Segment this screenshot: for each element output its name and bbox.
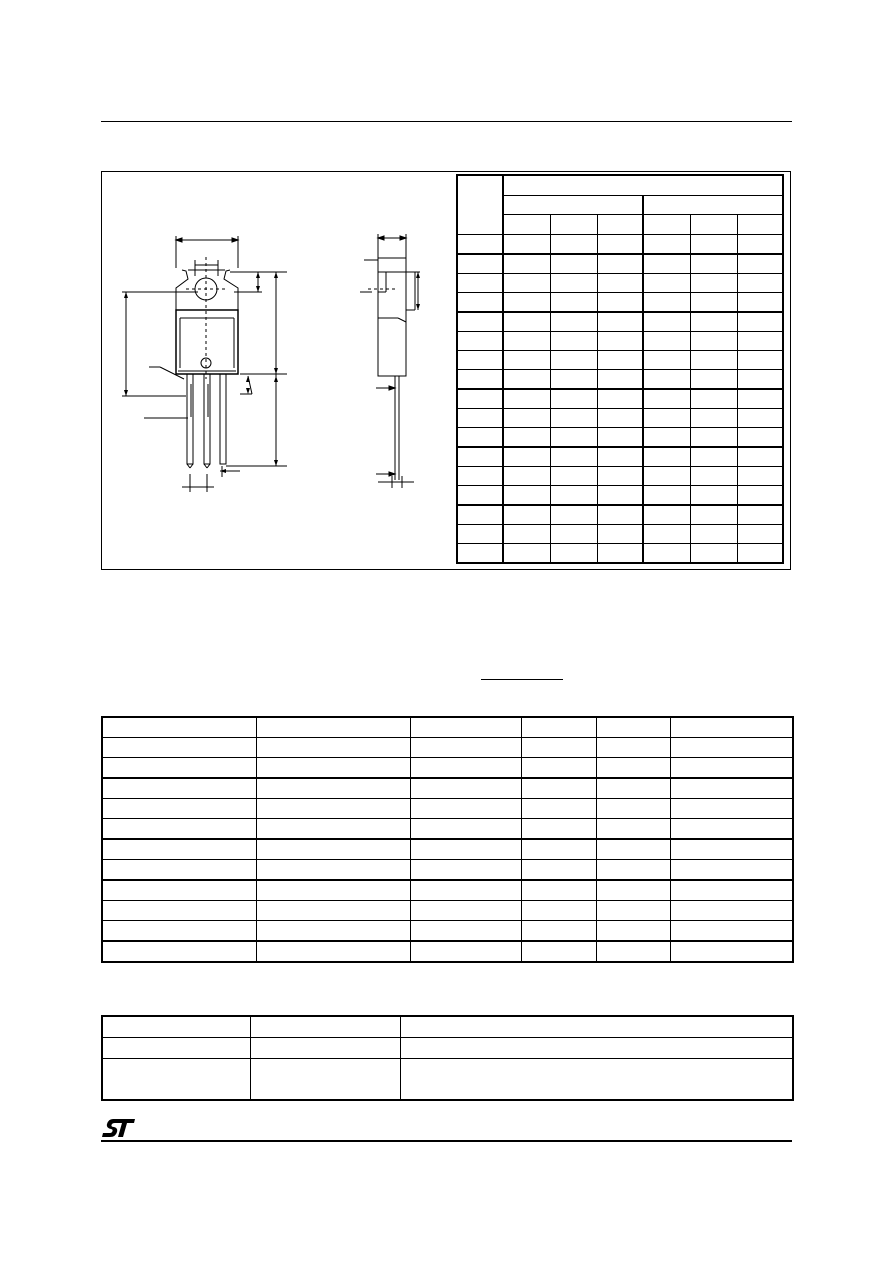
dim-table-cell (690, 274, 737, 293)
dim-table-cell (737, 389, 783, 409)
specification-table-cell (256, 860, 410, 881)
dim-table-cell (457, 467, 503, 486)
dim-table-cell (690, 544, 737, 564)
dim-table-cell (503, 351, 550, 370)
revision-table-cell (250, 1038, 400, 1059)
dim-table-cell (597, 505, 643, 525)
dimension-table (456, 174, 784, 564)
specification-table-cell (521, 799, 596, 819)
revision-table (101, 1015, 794, 1101)
specification-table-cell (521, 880, 596, 901)
dim-table-header-group-cell (503, 195, 643, 215)
specification-table-cell (102, 839, 256, 860)
specification-table-cell (521, 738, 596, 758)
specification-table-cell (102, 880, 256, 901)
dim-table-cell (457, 370, 503, 390)
dim-table-cell (597, 428, 643, 448)
specification-table-cell (670, 880, 793, 901)
dim-table-cell (503, 467, 550, 486)
specification-table-cell (410, 758, 521, 779)
dim-table-cell (643, 409, 690, 428)
dim-table-cell (457, 447, 503, 467)
specification-table-row (102, 921, 793, 942)
dim-table-cell (643, 544, 690, 564)
dim-table-cell (550, 235, 597, 255)
dim-table-cell (550, 254, 597, 274)
specification-table-cell (256, 880, 410, 901)
specification-table-cell (102, 860, 256, 881)
specification-table-row (102, 901, 793, 921)
dim-table-row (457, 428, 783, 448)
specification-table-row (102, 941, 793, 962)
dim-table-row (457, 312, 783, 332)
specification-table-cell (670, 738, 793, 758)
dim-table-cell (503, 389, 550, 409)
dim-table-cell (643, 351, 690, 370)
dim-table-body (457, 235, 783, 564)
specification-table-body (102, 717, 793, 962)
dim-table-cell (457, 389, 503, 409)
dim-table-cell (550, 332, 597, 351)
dim-table-cell (550, 525, 597, 544)
specification-table-cell (596, 717, 670, 738)
specification-table (101, 716, 794, 963)
specification-table-cell (410, 941, 521, 962)
dim-table-cell (503, 505, 550, 525)
dim-table-header-row (457, 195, 783, 215)
specification-table-row (102, 860, 793, 881)
dim-table-cell (690, 525, 737, 544)
dim-table-header-cell (690, 215, 737, 235)
specification-table-cell (102, 819, 256, 840)
specification-table-row (102, 778, 793, 799)
dim-table-row (457, 409, 783, 428)
dim-table-cell (503, 254, 550, 274)
dim-table-row (457, 351, 783, 370)
dim-table-row (457, 544, 783, 564)
dim-table-cell (690, 389, 737, 409)
dim-table-cell (503, 370, 550, 390)
dim-table-cell (643, 505, 690, 525)
dim-table-cell (457, 235, 503, 255)
dim-table-cell (737, 254, 783, 274)
dim-table-row (457, 293, 783, 313)
dim-table-cell (550, 409, 597, 428)
dim-table-cell (643, 312, 690, 332)
dim-table-row (457, 254, 783, 274)
dim-table-cell (597, 486, 643, 506)
dim-table-cell (597, 351, 643, 370)
dim-table-cell (550, 428, 597, 448)
dim-table-cell (737, 351, 783, 370)
revision-table-cell (400, 1016, 793, 1038)
dim-table-cell (737, 467, 783, 486)
dim-table-cell (550, 544, 597, 564)
specification-table-cell (596, 839, 670, 860)
specification-table-cell (596, 778, 670, 799)
dim-table-cell (597, 254, 643, 274)
dim-table-cell (457, 332, 503, 351)
dim-table-header-group-cell (643, 195, 783, 215)
dim-table-cell (643, 293, 690, 313)
dim-table-cell (597, 274, 643, 293)
specification-table-cell (521, 921, 596, 942)
revision-table-cell (250, 1059, 400, 1101)
specification-table-row (102, 717, 793, 738)
dim-table-cell (643, 447, 690, 467)
specification-table-cell (410, 901, 521, 921)
dim-table-cell (597, 467, 643, 486)
specification-table-row (102, 839, 793, 860)
dim-table-cell (690, 312, 737, 332)
dim-table-cell (503, 544, 550, 564)
dim-table-cell (550, 486, 597, 506)
dim-table-cell (737, 293, 783, 313)
specification-table-cell (521, 758, 596, 779)
dim-table-cell (457, 428, 503, 448)
dim-table-row (457, 332, 783, 351)
side-view-drawing (360, 234, 420, 488)
dim-table-row (457, 467, 783, 486)
specification-table-row (102, 819, 793, 840)
dim-table-cell (737, 312, 783, 332)
specification-table-cell (102, 941, 256, 962)
dim-table-cell (550, 274, 597, 293)
dim-table-row (457, 274, 783, 293)
dim-table-cell (550, 312, 597, 332)
dim-table-cell (550, 370, 597, 390)
specification-table-cell (256, 758, 410, 779)
revision-table-cell (250, 1016, 400, 1038)
specification-table-cell (670, 799, 793, 819)
dim-table-cell (503, 409, 550, 428)
specification-table-cell (102, 901, 256, 921)
specification-table-cell (521, 778, 596, 799)
specification-table-row (102, 758, 793, 779)
dim-table-cell (597, 544, 643, 564)
specification-table-cell (670, 758, 793, 779)
dim-table-cell (690, 351, 737, 370)
specification-table-cell (670, 860, 793, 881)
dim-table-cell (737, 486, 783, 506)
specification-table-row (102, 738, 793, 758)
revision-table-header-row (102, 1016, 793, 1038)
specification-table-cell (102, 921, 256, 942)
specification-table-cell (256, 717, 410, 738)
dim-table-cell (737, 505, 783, 525)
dim-table-cell (737, 370, 783, 390)
specification-table-cell (102, 758, 256, 779)
dim-table-cell (597, 447, 643, 467)
dim-table-cell (597, 370, 643, 390)
specification-table-cell (521, 839, 596, 860)
specification-table-cell (102, 799, 256, 819)
specification-table-cell (521, 941, 596, 962)
dim-table-cell (503, 525, 550, 544)
dim-table-cell (550, 351, 597, 370)
specification-table-cell (521, 819, 596, 840)
section-heading-underline (481, 679, 563, 680)
dim-table-header-label-cell (457, 175, 503, 235)
dim-table-cell (597, 312, 643, 332)
dim-table-cell (457, 525, 503, 544)
dim-table-cell (690, 467, 737, 486)
dim-table-header-row (457, 175, 783, 195)
revision-table-cell (400, 1059, 793, 1101)
dim-table-cell (597, 235, 643, 255)
dim-table-row (457, 370, 783, 390)
dim-table-cell (643, 389, 690, 409)
specification-table-cell (596, 901, 670, 921)
dim-table-cell (690, 505, 737, 525)
specification-table-cell (596, 880, 670, 901)
dim-table-cell (690, 235, 737, 255)
specification-table-cell (670, 778, 793, 799)
specification-table-cell (256, 921, 410, 942)
specification-table-cell (596, 921, 670, 942)
dim-table-row (457, 486, 783, 506)
specification-table-cell (410, 778, 521, 799)
dim-table-cell (550, 505, 597, 525)
dim-table-cell (643, 370, 690, 390)
dim-table-cell (503, 447, 550, 467)
dim-table-cell (737, 274, 783, 293)
dim-table-cell (690, 447, 737, 467)
dim-table-cell (690, 409, 737, 428)
footer-rule (101, 1140, 792, 1142)
dim-table-header-span-cell (503, 175, 783, 195)
dim-table-cell (457, 274, 503, 293)
dim-table-cell (737, 525, 783, 544)
dim-table-cell (643, 486, 690, 506)
specification-table-cell (102, 717, 256, 738)
dim-table-cell (457, 312, 503, 332)
dim-table-row (457, 235, 783, 255)
dim-table-row (457, 505, 783, 525)
dim-table-cell (643, 467, 690, 486)
specification-table-cell (670, 941, 793, 962)
specification-table-cell (670, 901, 793, 921)
specification-table-cell (410, 738, 521, 758)
dim-table-cell (597, 525, 643, 544)
dim-table-cell (503, 274, 550, 293)
dim-table-cell (550, 467, 597, 486)
revision-table-cell (400, 1038, 793, 1059)
revision-table-cell (102, 1059, 250, 1101)
specification-table-cell (256, 901, 410, 921)
dim-table-cell (503, 235, 550, 255)
header-rule (101, 121, 792, 122)
dim-table-cell (643, 274, 690, 293)
dim-table-cell (597, 409, 643, 428)
revision-table-row (102, 1038, 793, 1059)
specification-table-cell (596, 860, 670, 881)
specification-table-cell (256, 819, 410, 840)
specification-table-cell (596, 819, 670, 840)
dim-table-cell (597, 293, 643, 313)
dim-table-row (457, 389, 783, 409)
dim-table-cell (550, 447, 597, 467)
dim-table-cell (597, 389, 643, 409)
dim-table-cell (550, 389, 597, 409)
specification-table-cell (410, 799, 521, 819)
dim-table-header-row (457, 215, 783, 235)
specification-table-row (102, 880, 793, 901)
specification-table-cell (256, 778, 410, 799)
specification-table-cell (256, 799, 410, 819)
front-view-drawing (122, 236, 287, 492)
dim-table-header-cell (737, 215, 783, 235)
dim-table-header-cell (643, 215, 690, 235)
dim-table-header-cell (503, 215, 550, 235)
dim-table-cell (503, 332, 550, 351)
dim-table-cell (503, 486, 550, 506)
dim-table-row (457, 525, 783, 544)
dim-table-cell (457, 409, 503, 428)
specification-table-cell (596, 738, 670, 758)
st-logo-icon (101, 1117, 137, 1139)
dim-table-cell (643, 428, 690, 448)
dim-table-cell (503, 428, 550, 448)
dim-table-cell (457, 505, 503, 525)
dim-table-cell (457, 254, 503, 274)
dim-table-cell (457, 293, 503, 313)
dim-table-cell (597, 332, 643, 351)
dim-table-cell (643, 235, 690, 255)
specification-table-cell (102, 738, 256, 758)
specification-table-row (102, 799, 793, 819)
specification-table-cell (256, 738, 410, 758)
dim-table-cell (737, 235, 783, 255)
specification-table-cell (410, 921, 521, 942)
revision-table-cell (102, 1038, 250, 1059)
dim-table-cell (690, 293, 737, 313)
package-mechanical-drawing (102, 172, 457, 569)
dim-table-cell (550, 293, 597, 313)
specification-table-cell (670, 717, 793, 738)
specification-table-cell (670, 819, 793, 840)
dim-table-cell (503, 312, 550, 332)
dim-table-cell (643, 525, 690, 544)
specification-table-cell (596, 941, 670, 962)
dim-table-cell (503, 293, 550, 313)
revision-table-cell (102, 1016, 250, 1038)
specification-table-cell (410, 880, 521, 901)
dim-table-cell (690, 370, 737, 390)
specification-table-cell (521, 901, 596, 921)
dim-table-cell (737, 332, 783, 351)
dim-table-cell (690, 254, 737, 274)
dim-table-cell (643, 254, 690, 274)
dim-table-cell (737, 409, 783, 428)
revision-table-row (102, 1059, 793, 1101)
specification-table-cell (410, 717, 521, 738)
dim-table-cell (737, 428, 783, 448)
dim-table-cell (690, 332, 737, 351)
dim-table-cell (690, 486, 737, 506)
dim-table-cell (457, 486, 503, 506)
specification-table-cell (410, 860, 521, 881)
specification-table-cell (102, 778, 256, 799)
dim-table-row (457, 447, 783, 467)
dim-table-cell (737, 447, 783, 467)
specification-table-cell (670, 839, 793, 860)
dim-table-cell (457, 544, 503, 564)
specification-table-cell (256, 941, 410, 962)
dim-table-header-cell (550, 215, 597, 235)
specification-table-cell (521, 717, 596, 738)
dim-table-cell (690, 428, 737, 448)
specification-table-cell (256, 839, 410, 860)
specification-table-cell (596, 758, 670, 779)
specification-table-cell (521, 860, 596, 881)
dim-table-cell (457, 351, 503, 370)
specification-table-cell (670, 921, 793, 942)
dim-table-cell (737, 544, 783, 564)
specification-table-cell (596, 799, 670, 819)
dim-table-header-cell (597, 215, 643, 235)
specification-table-cell (410, 819, 521, 840)
dim-table-cell (643, 332, 690, 351)
specification-table-cell (410, 839, 521, 860)
